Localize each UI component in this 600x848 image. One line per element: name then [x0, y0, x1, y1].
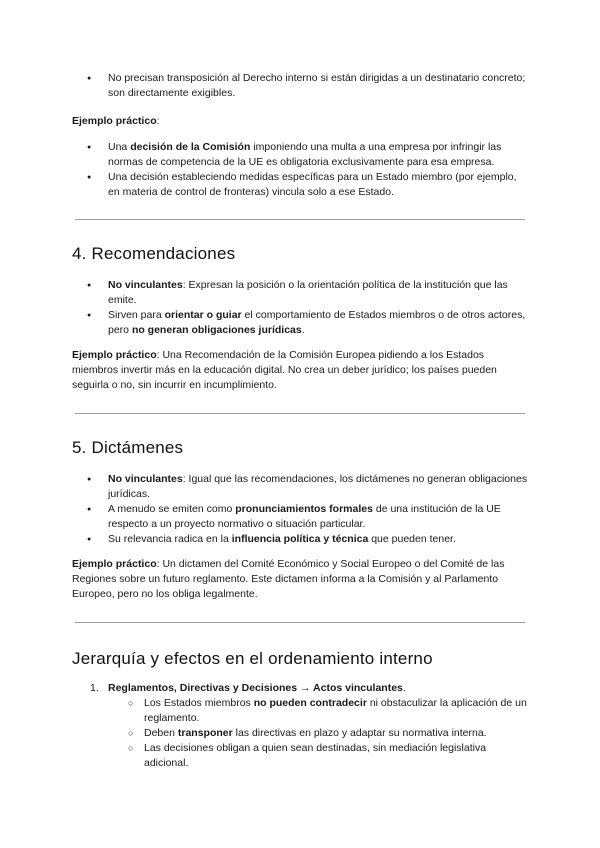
recomendaciones-bullet-list [72, 278, 528, 338]
list-item: ● No vinculantes: Igual que las recomendaciones, los dictámenes no generan obligaciones jurídicas. [72, 472, 528, 502]
dictamenes-bullet-list [72, 472, 528, 547]
list-item: ○ Deben transponer las directivas en plazo y adaptar su normativa interna. [72, 726, 528, 741]
ejemplo-label: Ejemplo práctico [72, 115, 157, 127]
list-item: ○ Los Estados miembros no pueden contradecir ni obstaculizar la aplicación de un reglamento. [72, 696, 528, 726]
list-item: ● Sirven para orientar o guiar el comportamiento de Estados miembros o de otros actores, pero no generan obligaciones jurídicas. [72, 308, 528, 338]
horizontal-divider [75, 219, 525, 220]
numbered-item-1: 1. Reglamentos, Directivas y Decisiones → Actos vinculantes. [90, 682, 406, 694]
list-item: ● Una decisión estableciendo medidas específicas para un Estado miembro (por ejemplo, en materia de control de fronteras) vincula solo a ese Estado. [72, 170, 528, 200]
list-item: ● Su relevancia radica en la influencia política y técnica que pueden tener. [72, 532, 528, 547]
list-item: ● A menudo se emiten como pronunciamientos formales de una institución de la UE respecto a un proyecto normativo o situación particular. [72, 502, 528, 532]
list-item: ● Una decisión de la Comisión imponiendo una multa a una empresa por infringir las normas de competencia de la UE es obligatoria exclusivamente para esa empresa. [72, 140, 528, 170]
ejemplo-bullet-list [72, 140, 528, 200]
ejemplo-practico-paragraph: Ejemplo práctico: [72, 115, 160, 127]
horizontal-divider [75, 413, 525, 414]
recomendaciones-ejemplo-paragraph: Ejemplo práctico: Una Recomendación de la Comisión Europea pidiendo a los Estados miembros invertir más en la educación digital. No crea un deber jurídico; los países pueden seguirla o no, sin incurrir en incumplimiento. [72, 349, 497, 391]
horizontal-divider [75, 622, 525, 623]
section-heading-dictamenes: 5. Dictámenes [72, 438, 184, 457]
section-heading-jerarquia: Jerarquía y efectos en el ordenamiento interno [72, 649, 433, 668]
list-item: ● No precisan transposición al Derecho interno si están dirigidas a un destinatario concreto; son directamente exigibles. [72, 71, 528, 101]
top-bullet-list [72, 71, 528, 101]
section-heading-recomendaciones: 4. Recomendaciones [72, 244, 236, 263]
dictamenes-ejemplo-paragraph: Ejemplo práctico: Un dictamen del Comité Económico y Social Europeo o del Comité de las Regiones sobre un futuro reglamento. Este dictamen informa a la Comisión y al Parlamento Europeo, pero no los obliga legalmente. [72, 558, 505, 600]
list-item: ○ Las decisiones obligan a quien sean destinadas, sin mediación legislativa adicional. [72, 741, 528, 771]
list-item: ● No vinculantes: Expresan la posición o la orientación política de la institución que las emite. [72, 278, 528, 308]
jerarquia-sub-list [72, 696, 528, 771]
